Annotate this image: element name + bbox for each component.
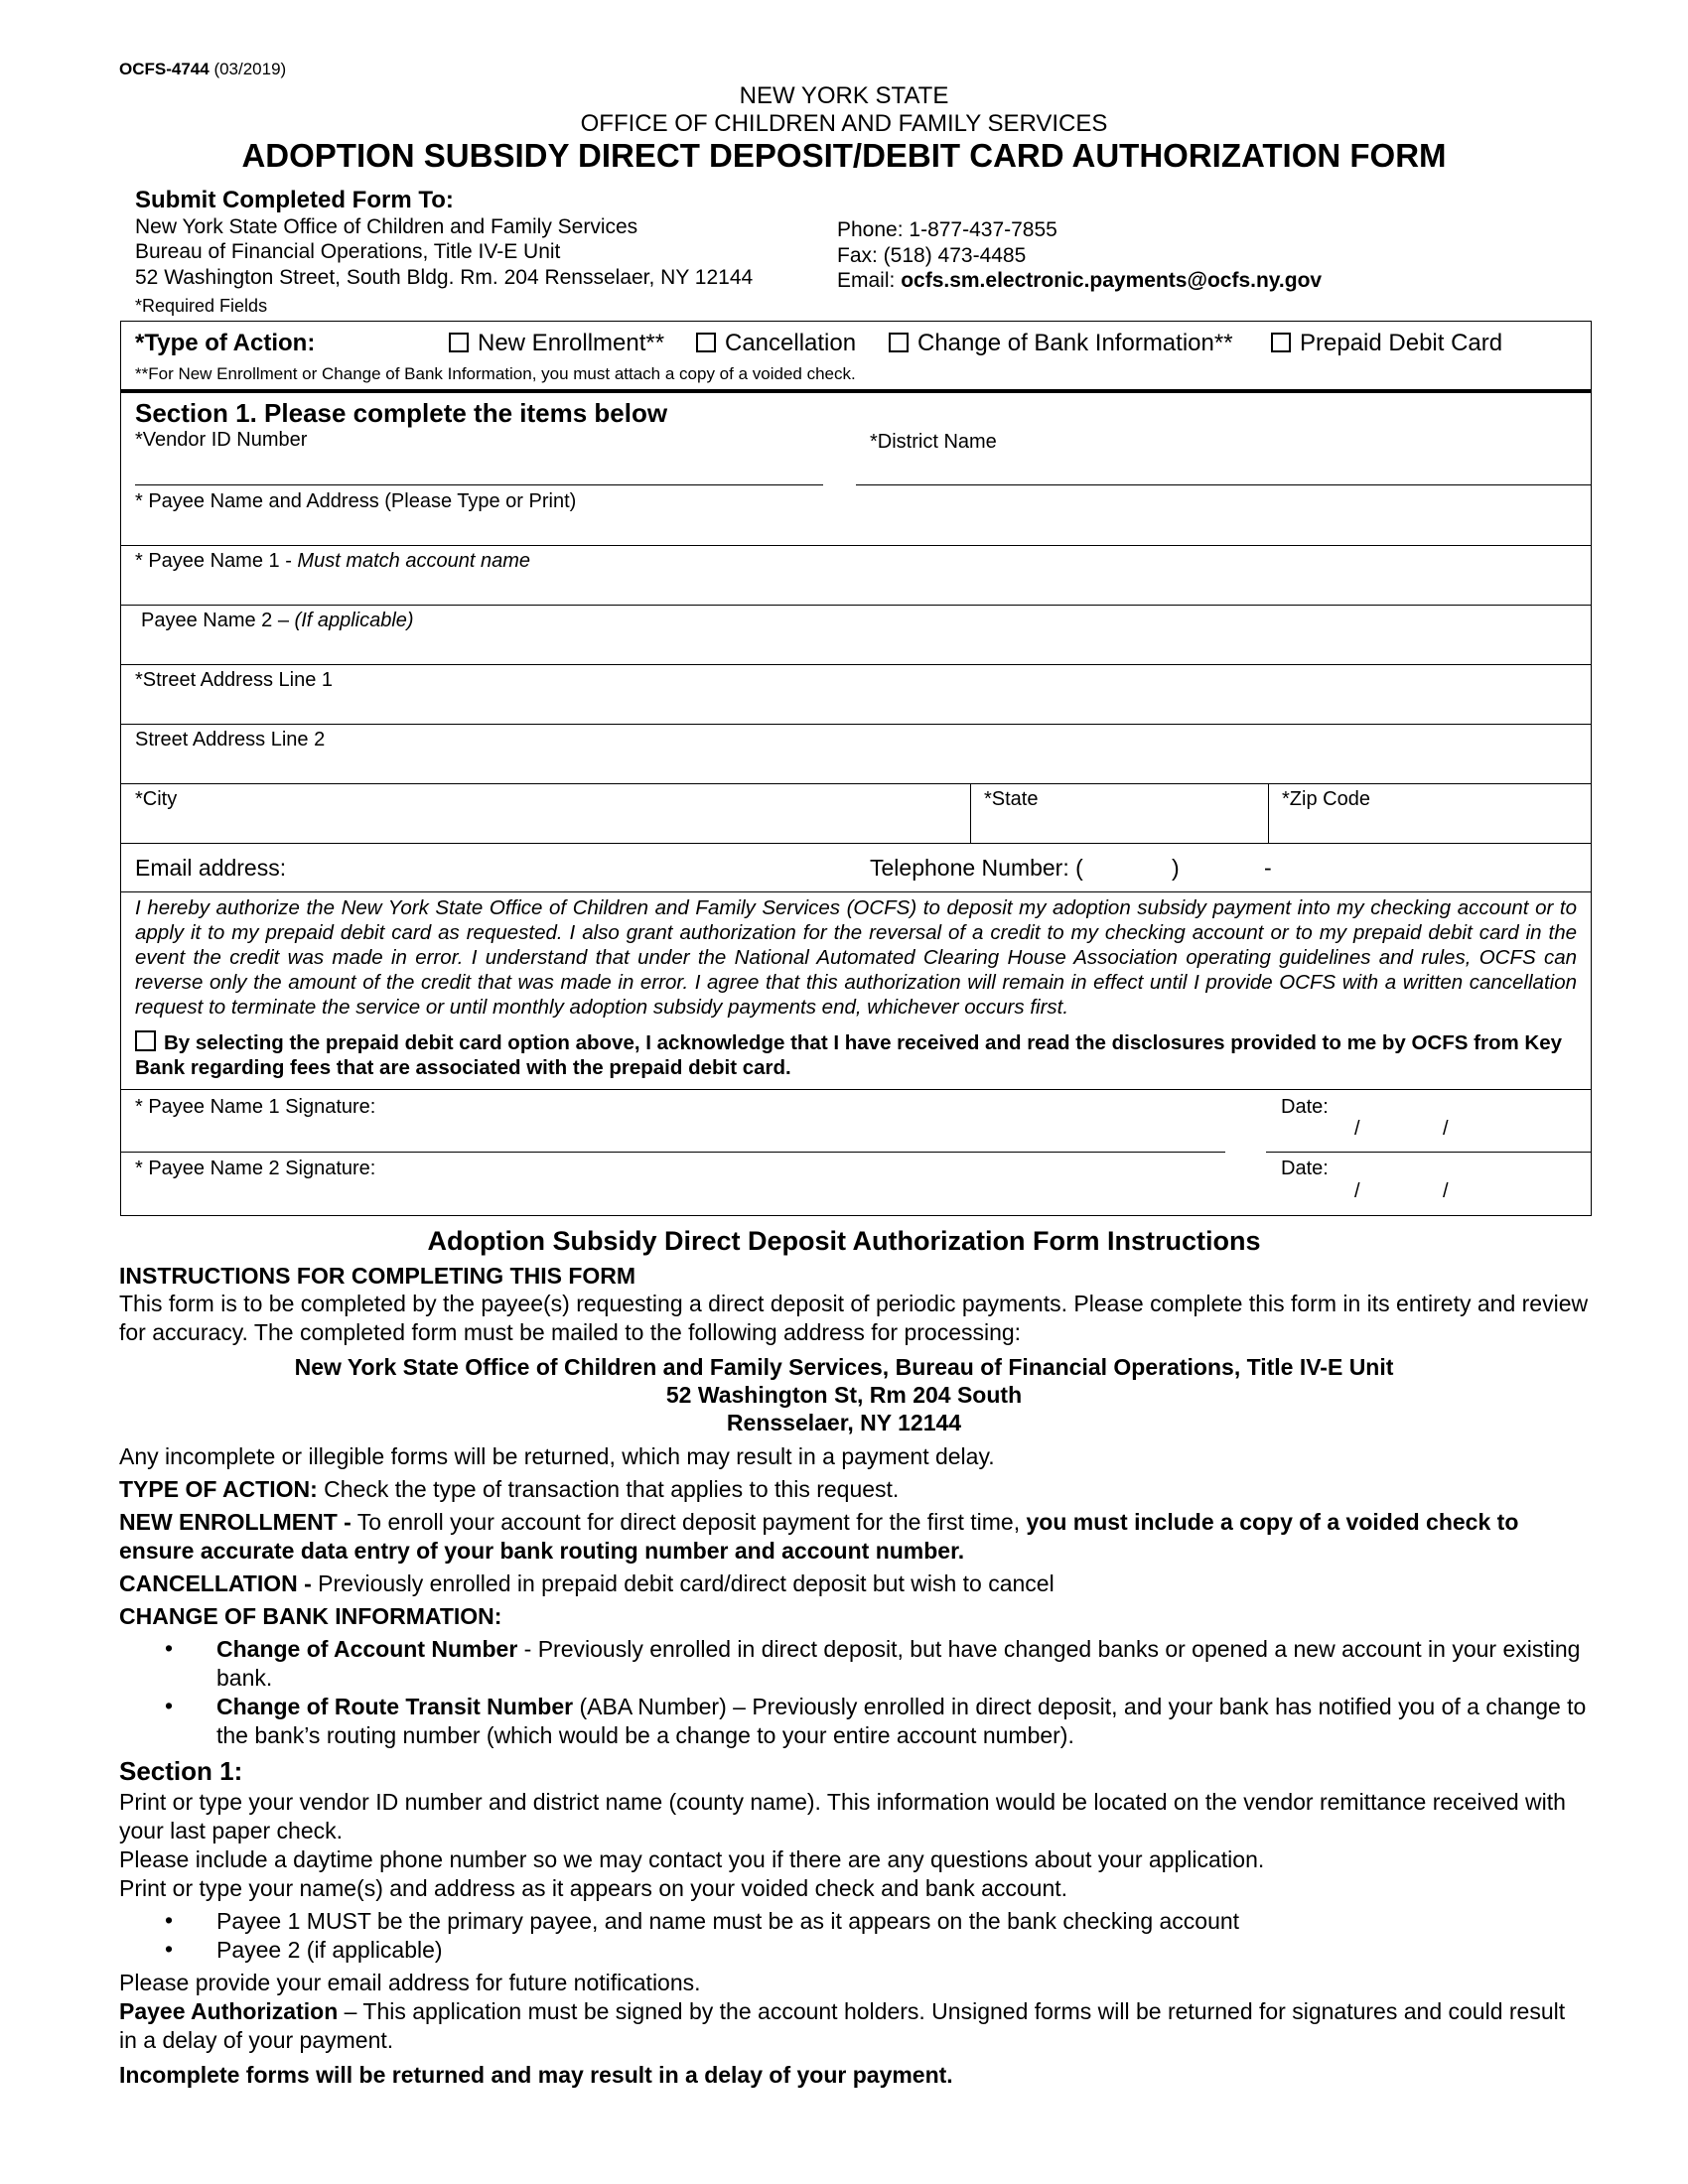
cancellation-instruction-text: Previously enrolled in prepaid debit card/direct deposit but wish to cancel bbox=[311, 1570, 1055, 1596]
payee-2-item: Payee 2 (if applicable) bbox=[216, 1937, 443, 1963]
date-2-label: Date: bbox=[1281, 1158, 1329, 1179]
change-account-number-text: - Previously enrolled in direct deposit, but have changed banks or opened a new account in your existing bank. bbox=[216, 1636, 1581, 1691]
authorization-statement: I hereby authorize the New York State Office of Children and Family Services (OCFS) to deposit my adoption subsidy payment into my checking account or to apply it to my prepaid debit card as requested. I also grant authorization for the reversal of a credit to my checking account or to my prepaid debit card in the event the credit was made in error. I understand that under the National Automated Clearing House Association operating guidelines and rules, OCFS can reverse only the amount of the credit that was made in error. I agree that this authorization will remain in effect until I provide OCFS with a written cancellation request to terminate the service or until monthly adoption subsidy payments end, whichever occurs first. bbox=[135, 896, 1577, 1019]
instructions-title: Adoption Subsidy Direct Deposit Authorization Form Instructions bbox=[427, 1226, 1261, 1256]
section-1-paragraph-3: Print or type your name(s) and address as it appears on your voided check and bank account. bbox=[119, 1875, 1068, 1901]
payee-name-2-note: (If applicable) bbox=[294, 610, 414, 631]
change-route-number-item bbox=[216, 1693, 1587, 1750]
vendor-id-label: *Vendor ID Number bbox=[135, 429, 308, 451]
payee-name-1-field[interactable] bbox=[135, 550, 530, 573]
form-date: (03/2019) bbox=[213, 60, 287, 78]
signature-1-line[interactable] bbox=[121, 1152, 1225, 1153]
date-1-slash-a: / bbox=[1354, 1118, 1360, 1140]
acknowledgement[interactable] bbox=[135, 1030, 1577, 1080]
date-2-slash-b: / bbox=[1443, 1180, 1449, 1202]
mail-address-2: 52 Washington St, Rm 204 South bbox=[665, 1382, 1023, 1408]
bullet: • bbox=[165, 1907, 174, 1933]
email-label: Email: bbox=[837, 269, 902, 292]
form-number bbox=[119, 60, 286, 79]
submit-title: Submit Completed Form To: bbox=[135, 187, 454, 213]
type-of-action-instruction bbox=[119, 1475, 1589, 1504]
divider bbox=[1268, 783, 1269, 843]
mail-address-3: Rensselaer, NY 12144 bbox=[726, 1410, 962, 1435]
section-1-paragraph-2: Please include a daytime phone number so we may contact you if there are any questions about your application. bbox=[119, 1846, 1265, 1872]
new-enrollment-instruction bbox=[119, 1508, 1589, 1566]
option-prepaid-debit[interactable] bbox=[1271, 330, 1502, 357]
type-of-action-instruction-label: TYPE OF ACTION: bbox=[119, 1476, 318, 1502]
checkbox-acknowledge[interactable] bbox=[135, 1030, 156, 1051]
required-note: *Required Fields bbox=[135, 296, 268, 316]
final-note: Incomplete forms will be returned and may result in a delay of your payment. bbox=[119, 2062, 953, 2088]
section-1-box bbox=[120, 390, 1592, 1216]
type-of-action-instruction-text: Check the type of transaction that applies to this request. bbox=[317, 1476, 900, 1502]
bullet: • bbox=[165, 1693, 174, 1718]
checkbox-prepaid-debit[interactable] bbox=[1271, 333, 1291, 352]
payee-authorization-instruction bbox=[119, 1997, 1589, 2055]
new-enrollment-instruction-text: To enroll your account for direct deposit payment for the first time, bbox=[351, 1509, 1027, 1535]
payee-authorization-text: – This application must be signed by the account holders. Unsigned forms will be returned for signatures and could result in a delay of your payment. bbox=[119, 1998, 1566, 2053]
bullet: • bbox=[165, 1635, 174, 1661]
new-enrollment-instruction-label: NEW ENROLLMENT - bbox=[119, 1509, 352, 1535]
option-change-bank[interactable] bbox=[889, 330, 1233, 357]
state-label[interactable]: *State bbox=[984, 788, 1039, 810]
payee-name-2-field[interactable] bbox=[141, 610, 414, 632]
payee-name-1-label: * Payee Name 1 - bbox=[135, 550, 298, 572]
payee-address-label: * Payee Name and Address (Please Type or Print) bbox=[135, 490, 577, 512]
divider bbox=[121, 724, 1591, 725]
checkbox-new-enrollment[interactable] bbox=[449, 333, 469, 352]
vendor-id-line[interactable] bbox=[135, 484, 823, 485]
city-label[interactable]: *City bbox=[135, 788, 178, 810]
type-of-action-label: *Type of Action: bbox=[135, 330, 316, 356]
option-cancellation-label: Cancellation bbox=[725, 330, 857, 356]
submit-address-1: New York State Office of Children and Family Services bbox=[135, 215, 638, 238]
divider bbox=[121, 664, 1591, 665]
mail-address-1: New York State Office of Children and Family Services, Bureau of Financial Operations, Title IV-E Unit bbox=[294, 1354, 1394, 1380]
option-change-bank-label: Change of Bank Information** bbox=[917, 330, 1233, 356]
telephone-paren: ) bbox=[1172, 855, 1180, 881]
divider bbox=[121, 891, 1591, 892]
section-1-paragraph-1: Print or type your vendor ID number and district name (county name). This information would be located on the vendor remittance received with your last paper check. bbox=[119, 1789, 1566, 1843]
change-route-number-label: Change of Route Transit Number bbox=[216, 1694, 574, 1719]
submit-address-3: 52 Washington Street, South Bldg. Rm. 204 Rensselaer, NY 12144 bbox=[135, 266, 754, 289]
telephone-label[interactable]: Telephone Number: ( bbox=[870, 855, 1083, 881]
type-of-action-box bbox=[120, 321, 1592, 390]
street-address-2-label[interactable]: Street Address Line 2 bbox=[135, 729, 326, 751]
submit-address-2: Bureau of Financial Operations, Title IV-E Unit bbox=[135, 240, 561, 263]
email-address-label[interactable]: Email address: bbox=[135, 855, 287, 881]
date-1-slash-b: / bbox=[1443, 1118, 1449, 1140]
change-account-number-item bbox=[216, 1635, 1587, 1693]
contact-email bbox=[837, 269, 1322, 293]
instructions-section-1-title: Section 1: bbox=[119, 1756, 243, 1786]
telephone-dash: - bbox=[1264, 855, 1272, 881]
section-1-paragraph-4: Please provide your email address for future notifications. bbox=[119, 1970, 701, 1995]
date-2-slash-a: / bbox=[1354, 1180, 1360, 1202]
header-office: OFFICE OF CHILDREN AND FAMILY SERVICES bbox=[580, 110, 1108, 137]
zip-code-label[interactable]: *Zip Code bbox=[1282, 788, 1370, 810]
street-address-1-label[interactable]: *Street Address Line 1 bbox=[135, 669, 334, 691]
divider bbox=[121, 545, 1591, 546]
option-new-enrollment-label: New Enrollment** bbox=[478, 330, 665, 356]
cancellation-instruction bbox=[119, 1570, 1589, 1598]
new-enrollment-instruction-bold: you must include a copy of a voided check to ensure accurate data entry of your bank routing number and account number. bbox=[119, 1509, 1519, 1564]
form-title: ADOPTION SUBSIDY DIRECT DEPOSIT/DEBIT CARD AUTHORIZATION FORM bbox=[241, 137, 1447, 174]
divider bbox=[970, 783, 971, 843]
payee-1-item: Payee 1 MUST be the primary payee, and name must be as it appears on the bank checking account bbox=[216, 1908, 1240, 1934]
contact-phone: Phone: 1-877-437-7855 bbox=[837, 218, 1057, 241]
change-account-number-label: Change of Account Number bbox=[216, 1636, 518, 1662]
change-route-number-text: (ABA Number) – Previously enrolled in direct deposit, and your bank has notified you of a change to the bank’s routing number (which would be a change to your entire account number). bbox=[216, 1694, 1587, 1748]
date-1-line[interactable] bbox=[1266, 1152, 1591, 1153]
bullet: • bbox=[165, 1936, 174, 1962]
divider bbox=[121, 1089, 1591, 1090]
email-address[interactable]: ocfs.sm.electronic.payments@ocfs.ny.gov bbox=[901, 269, 1323, 292]
contact-fax: Fax: (518) 473-4485 bbox=[837, 244, 1027, 267]
option-cancellation[interactable] bbox=[696, 330, 856, 357]
voided-check-note: **For New Enrollment or Change of Bank Information, you must attach a copy of a voided check. bbox=[135, 364, 856, 383]
form-id: OCFS-4744 bbox=[119, 60, 210, 78]
incomplete-note: Any incomplete or illegible forms will be returned, which may result in a payment delay. bbox=[119, 1443, 995, 1469]
option-prepaid-debit-label: Prepaid Debit Card bbox=[1300, 330, 1503, 356]
payee-name-1-note: Must match account name bbox=[297, 550, 530, 572]
instructions-heading: INSTRUCTIONS FOR COMPLETING THIS FORM bbox=[119, 1263, 636, 1289]
date-1-label: Date: bbox=[1281, 1096, 1329, 1118]
instructions-intro: This form is to be completed by the payee(s) requesting a direct deposit of periodic payments. Please complete this form in its entirety and review for accuracy. The completed form must be mailed to the following address for processing: bbox=[119, 1291, 1589, 1345]
cancellation-instruction-label: CANCELLATION - bbox=[119, 1570, 312, 1596]
district-name-line[interactable] bbox=[856, 484, 1591, 485]
header-state: NEW YORK STATE bbox=[739, 82, 949, 109]
divider bbox=[121, 843, 1591, 844]
payee-authorization-label: Payee Authorization bbox=[119, 1998, 339, 2024]
checkbox-cancellation[interactable] bbox=[696, 333, 716, 352]
divider bbox=[121, 783, 1591, 784]
change-bank-heading: CHANGE OF BANK INFORMATION: bbox=[119, 1603, 502, 1629]
payee-name-2-label: Payee Name 2 – bbox=[141, 610, 295, 631]
divider bbox=[121, 605, 1591, 606]
acknowledgement-text: By selecting the prepaid debit card option above, I acknowledge that I have received and read the disclosures provided to me by OCFS from Key Bank regarding fees that are associated with the prepaid debit card. bbox=[135, 1031, 1563, 1079]
checkbox-change-bank[interactable] bbox=[889, 333, 909, 352]
option-new-enrollment[interactable] bbox=[449, 330, 664, 357]
signature-1-label: * Payee Name 1 Signature: bbox=[135, 1096, 376, 1118]
section-1-title: Section 1. Please complete the items below bbox=[135, 398, 668, 428]
signature-2-label: * Payee Name 2 Signature: bbox=[135, 1158, 376, 1179]
district-name-label: *District Name bbox=[870, 431, 997, 453]
